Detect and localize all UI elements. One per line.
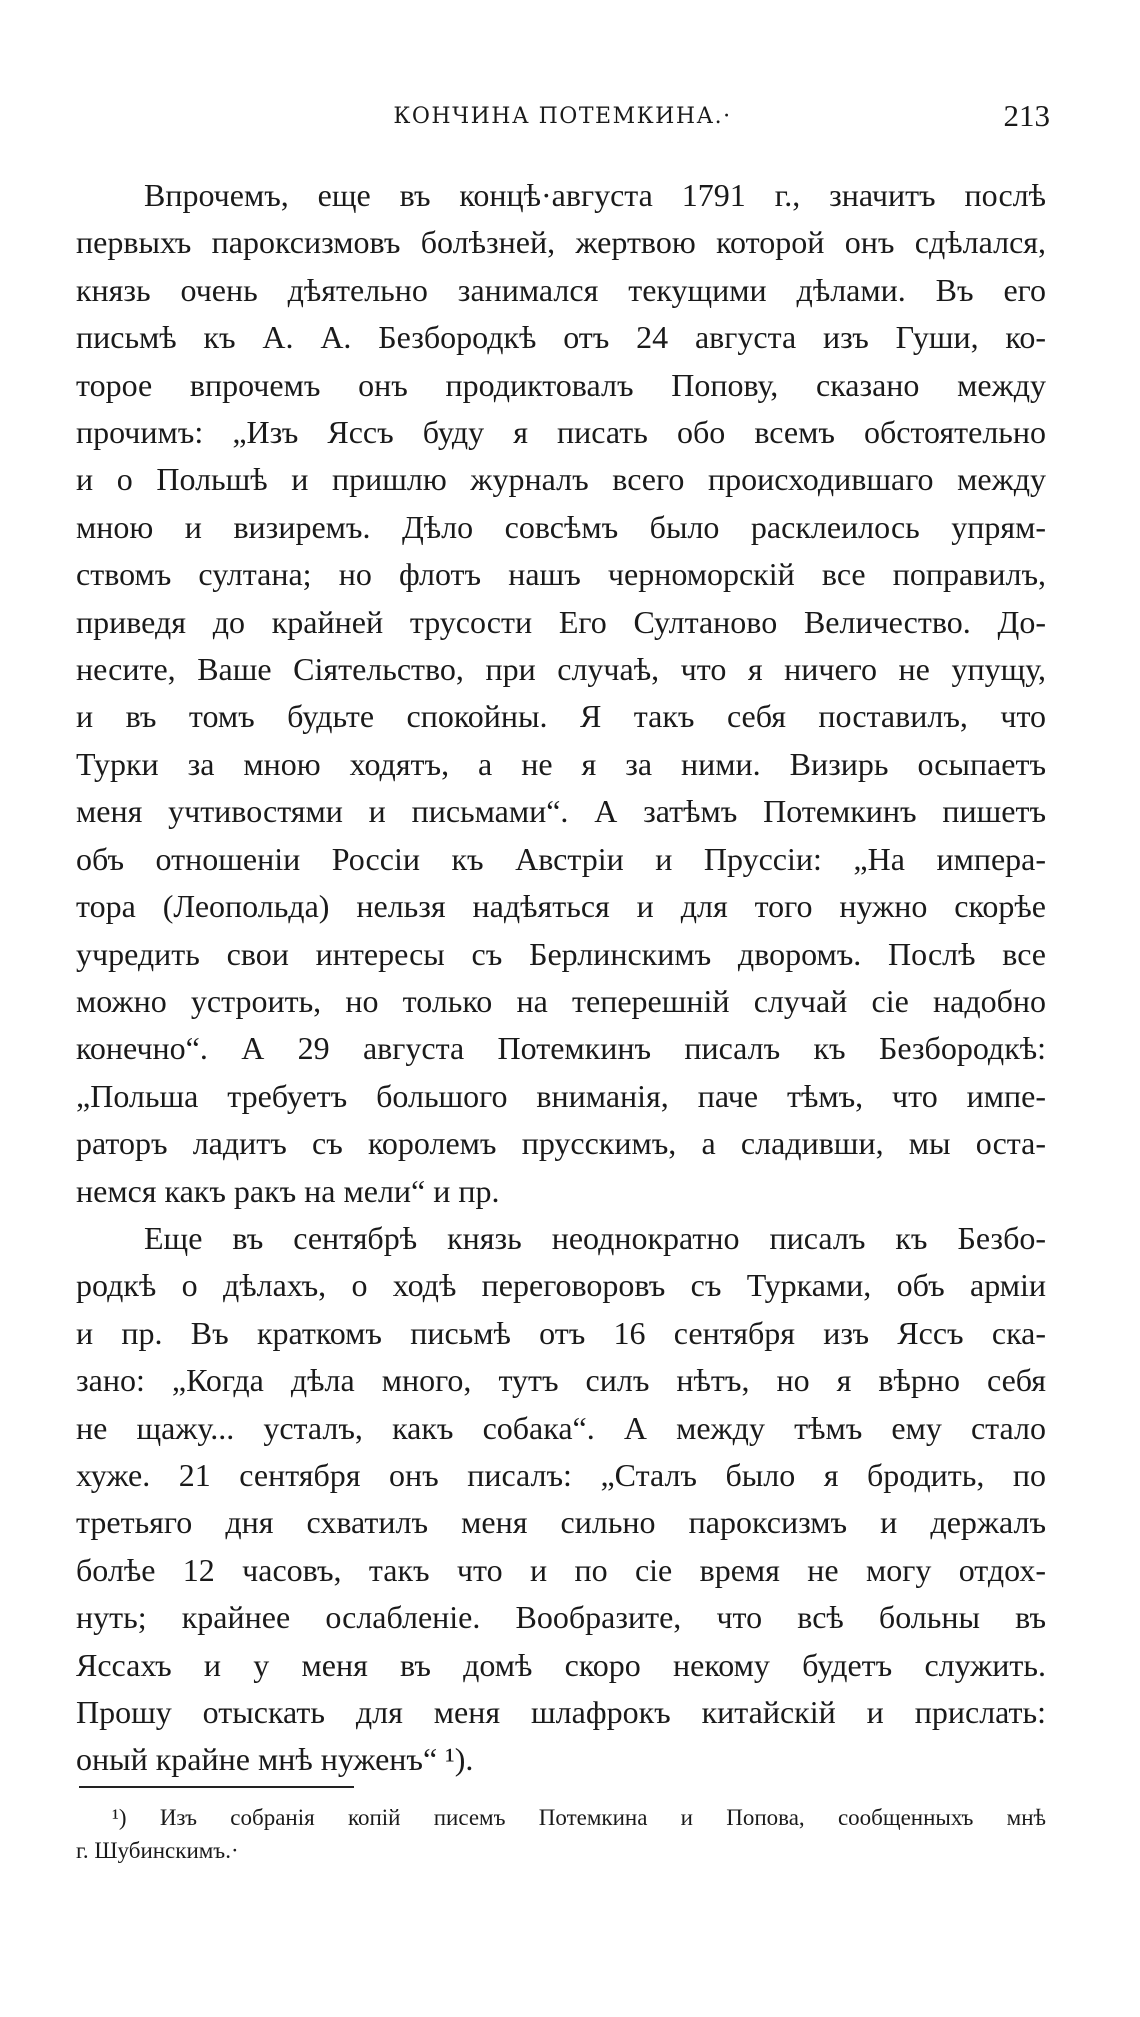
text-line: прочимъ: „Изъ Яссъ буду я писать обо всемъ обстоятельно [76, 414, 1046, 451]
text-line: оный крайне мнѣ нуженъ“ ¹). [76, 1741, 474, 1778]
text-line: раторъ ладитъ съ королемъ прусскимъ, а сладивши, мы оста- [76, 1125, 1046, 1162]
text-line: приведя до крайней трусости Его Султаново Величество. До- [76, 603, 1046, 640]
text-line: меня учтивостями и письмами“. А затѣмъ Потемкинъ пишетъ [76, 793, 1046, 830]
text-line: можно устроить, но только на теперешній случай сіе надобно [76, 982, 1046, 1019]
text-line: Яссахъ и у меня въ домѣ скоро некому будетъ служить. [76, 1646, 1046, 1683]
text-line: тора (Леопольда) нельзя надѣяться и для того нужно скорѣе [76, 888, 1046, 925]
text-line: объ отношеніи Россіи къ Австріи и Пруссіи: „На импера- [76, 840, 1046, 877]
text-line: мною и визиремъ. Дѣло совсѣмъ было расклеилось упрям- [76, 508, 1046, 545]
text-line: Впрочемъ, еще въ концѣ·августа 1791 г., значитъ послѣ [144, 177, 1046, 213]
page-number: 213 [1003, 98, 1050, 133]
text-line: немся какъ ракъ на мели“ и пр. [76, 1172, 500, 1209]
text-line: третьяго дня схватилъ меня сильно пароксизмъ и держалъ [76, 1504, 1046, 1541]
text-line: учредить свои интересы съ Берлинскимъ дворомъ. Послѣ все [76, 935, 1046, 972]
text-line: торое впрочемъ онъ продиктовалъ Попову, сказано между [76, 366, 1046, 403]
text-line: и въ томъ будьте спокойны. Я такъ себя поставилъ, что [76, 698, 1046, 735]
text-line: „Польша требуетъ большого вниманія, паче тѣмъ, что импе- [76, 1077, 1046, 1114]
footnote [76, 1801, 1046, 1867]
footnote-line: ¹) Изъ собранія копій писемъ Потемкина и Попова, сообщенныхъ мнѣ [112, 1805, 1046, 1830]
text-line: зано: „Когда дѣла много, тутъ силъ нѣтъ, но я вѣрно себя [76, 1362, 1046, 1399]
text-line: болѣе 12 часовъ, такъ что и по сіе время не могу отдох- [76, 1551, 1046, 1588]
body-text [76, 172, 1046, 1784]
text-line: ствомъ султана; но флотъ нашъ черноморскій все поправилъ, [76, 556, 1046, 593]
footnote-divider [79, 1786, 354, 1788]
text-line: князь очень дѣятельно занимался текущими дѣлами. Въ его [76, 271, 1046, 308]
text-line: и о Польшѣ и пришлю журналъ всего происходившаго между [76, 461, 1046, 498]
text-line: Прошу отыскать для меня шлафрокъ китайскій и прислать: [76, 1694, 1046, 1730]
footnote-line: г. Шубинскимъ.· [76, 1838, 239, 1863]
text-line: родкѣ о дѣлахъ, о ходѣ переговоровъ съ Турками, объ арміи [76, 1267, 1046, 1304]
text-line: не щажу... усталъ, какъ собака“. А между тѣмъ ему стало [76, 1409, 1046, 1446]
text-line: письмѣ къ А. А. Безбородкѣ отъ 24 августа изъ Гуши, ко- [76, 319, 1046, 356]
text-line: хуже. 21 сентября онъ писалъ: „Сталъ было я бродить, по [76, 1456, 1046, 1493]
text-line: и пр. Въ краткомъ письмѣ отъ 16 сентября изъ Яссъ ска- [76, 1314, 1046, 1351]
text-line: Еще въ сентябрѣ князь неоднократно писалъ къ Безбо- [144, 1219, 1046, 1256]
text-line: первыхъ пароксизмовъ болѣзней, жертвою которой онъ сдѣлался, [76, 224, 1046, 261]
running-title: КОНЧИНА ПОТЕМКИНА.· [393, 104, 732, 129]
text-line: конечно“. А 29 августа Потемкинъ писалъ къ Безбородкѣ: [76, 1030, 1046, 1067]
text-line: нуть; крайнее ослабленіе. Вообразите, что всѣ больны въ [76, 1599, 1046, 1636]
text-line: несите, Ваше Сіятельство, при случаѣ, что я ничего не упущу, [76, 651, 1046, 688]
text-line: Турки за мною ходятъ, а не я за ними. Визирь осыпаетъ [76, 745, 1046, 782]
running-head [75, 98, 1050, 138]
